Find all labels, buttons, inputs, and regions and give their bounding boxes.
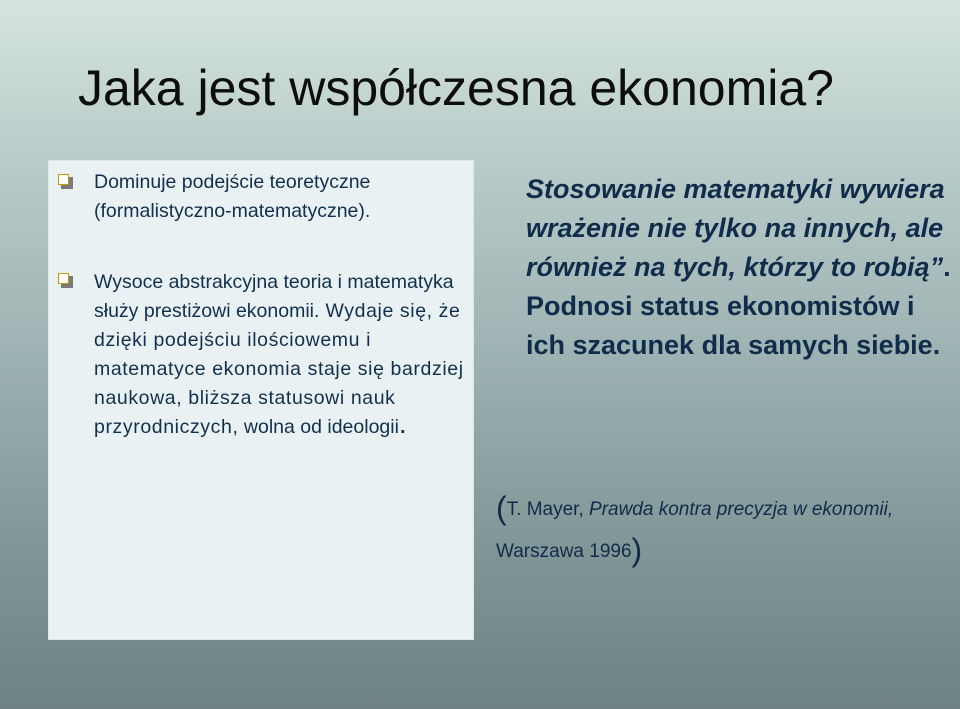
bullet-text-2-line2: Wydaje się, że dzięki podejściu ilościowemu i matematyce ekonomia staje się bardziej naukowa, bliższa statusowi nauk przyrodniczych, (94, 300, 464, 438)
bullet-text-1: Dominuje podejście teoretyczne (formalistyczno-matematyczne). (94, 171, 371, 222)
citation (496, 488, 956, 572)
quote-text (526, 170, 956, 365)
quote-closing-mark: ” (929, 252, 944, 282)
checkbox-bullet-icon (58, 273, 74, 289)
slide-title: Jaka jest współczesna ekonomia? (78, 60, 834, 116)
bullet-text-2-period: . (398, 408, 407, 439)
citation-author: T. Mayer, (506, 499, 590, 520)
bullet-text-2 (94, 268, 470, 442)
checkbox-bullet-icon (58, 174, 74, 190)
citation-open-paren: ( (496, 490, 507, 526)
bullet-text-2-line3: wolna od ideologii (243, 416, 399, 438)
citation-book-title: Prawda kontra precyzja w ekonomii, (589, 499, 894, 520)
bullet-text-2-line1: Wysoce abstrakcyjna teoria i matematyka służy prestiżowi ekonomii. (94, 271, 454, 322)
quote-italic: Stosowanie matematyki wywiera wrażenie nie tylko na innych, ale również na tych, którzy to robią (526, 174, 945, 282)
citation-place-year: Warszawa 1996 (496, 541, 632, 562)
citation-close-paren: ) (631, 532, 643, 568)
quote-rest: . Podnosi status ekonomistów i ich szacunek dla samych siebie. (526, 252, 951, 360)
